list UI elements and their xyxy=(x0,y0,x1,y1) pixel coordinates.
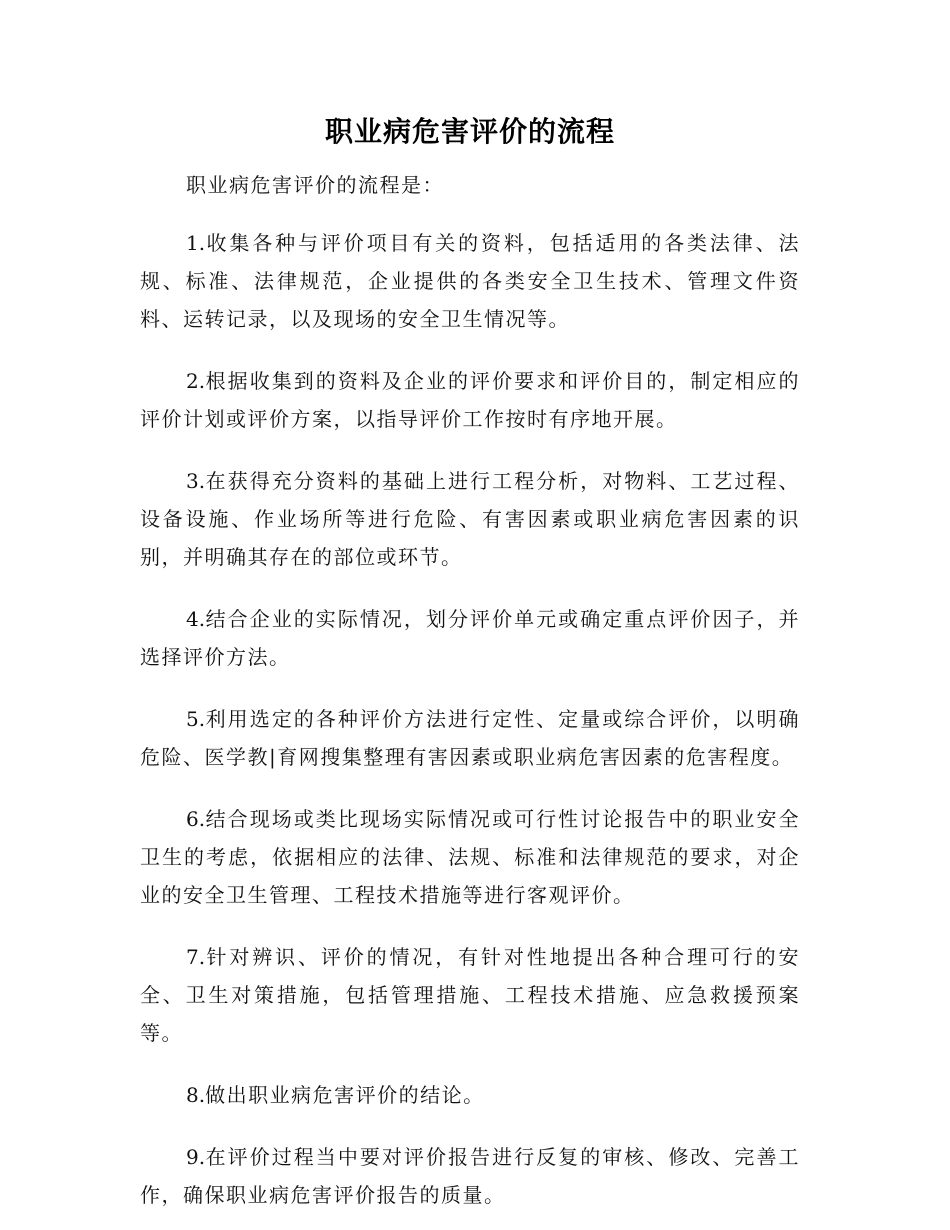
step-text: 结合企业的实际情况，划分评价单元或确定重点评价因子，并选择评价方法。 xyxy=(140,607,800,669)
step-number: 6. xyxy=(186,807,206,831)
list-item xyxy=(140,462,800,576)
step-text: 根据收集到的资料及企业的评价要求和评价目的，制定相应的评价计划或评价方案，以指导评价工作按时有序地开展。 xyxy=(140,369,800,431)
list-item xyxy=(140,700,800,776)
step-text: 做出职业病危害评价的结论。 xyxy=(205,1083,485,1107)
step-number: 7. xyxy=(186,945,206,969)
step-text: 针对辨识、评价的情况，有针对性地提出各种合理可行的安全、卫生对策措施，包括管理措施、工程技术措施、应急救援预案等。 xyxy=(140,945,800,1045)
list-item xyxy=(140,1138,800,1214)
step-text: 结合现场或类比现场实际情况或可行性讨论报告中的职业安全卫生的考虑，依据相应的法律、法规、标准和法律规范的要求，对企业的安全卫生管理、工程技术措施等进行客观评价。 xyxy=(140,807,800,907)
step-text: 在获得充分资料的基础上进行工程分析，对物料、工艺过程、设备设施、作业场所等进行危险、有害因素或职业病危害因素的识别，并明确其存在的部位或环节。 xyxy=(140,469,800,569)
list-item xyxy=(140,938,800,1052)
list-item xyxy=(140,600,800,676)
document-title: 职业病危害评价的流程 xyxy=(324,115,615,148)
step-number: 2. xyxy=(186,369,206,393)
process-steps-list xyxy=(140,224,800,1214)
list-item xyxy=(140,362,800,438)
step-number: 8. xyxy=(186,1083,206,1107)
step-number: 5. xyxy=(186,707,206,731)
step-number: 1. xyxy=(186,231,206,255)
step-number: 9. xyxy=(186,1145,206,1169)
step-text: 利用选定的各种评价方法进行定性、定量或综合评价，以明确危险、医学教|育网搜集整理有害因素或职业病危害因素的危害程度。 xyxy=(140,707,800,769)
list-item xyxy=(140,800,800,914)
list-item xyxy=(140,224,800,338)
step-number: 3. xyxy=(186,469,206,493)
list-item xyxy=(140,1076,800,1114)
intro-paragraph: 职业病危害评价的流程是： xyxy=(186,173,444,197)
step-text: 收集各种与评价项目有关的资料，包括适用的各类法律、法规、标准、法律规范，企业提供的各类安全卫生技术、管理文件资料、运转记录，以及现场的安全卫生情况等。 xyxy=(140,231,800,331)
step-text: 在评价过程当中要对评价报告进行反复的审核、修改、完善工作，确保职业病危害评价报告的质量。 xyxy=(140,1145,800,1207)
step-number: 4. xyxy=(186,607,206,631)
